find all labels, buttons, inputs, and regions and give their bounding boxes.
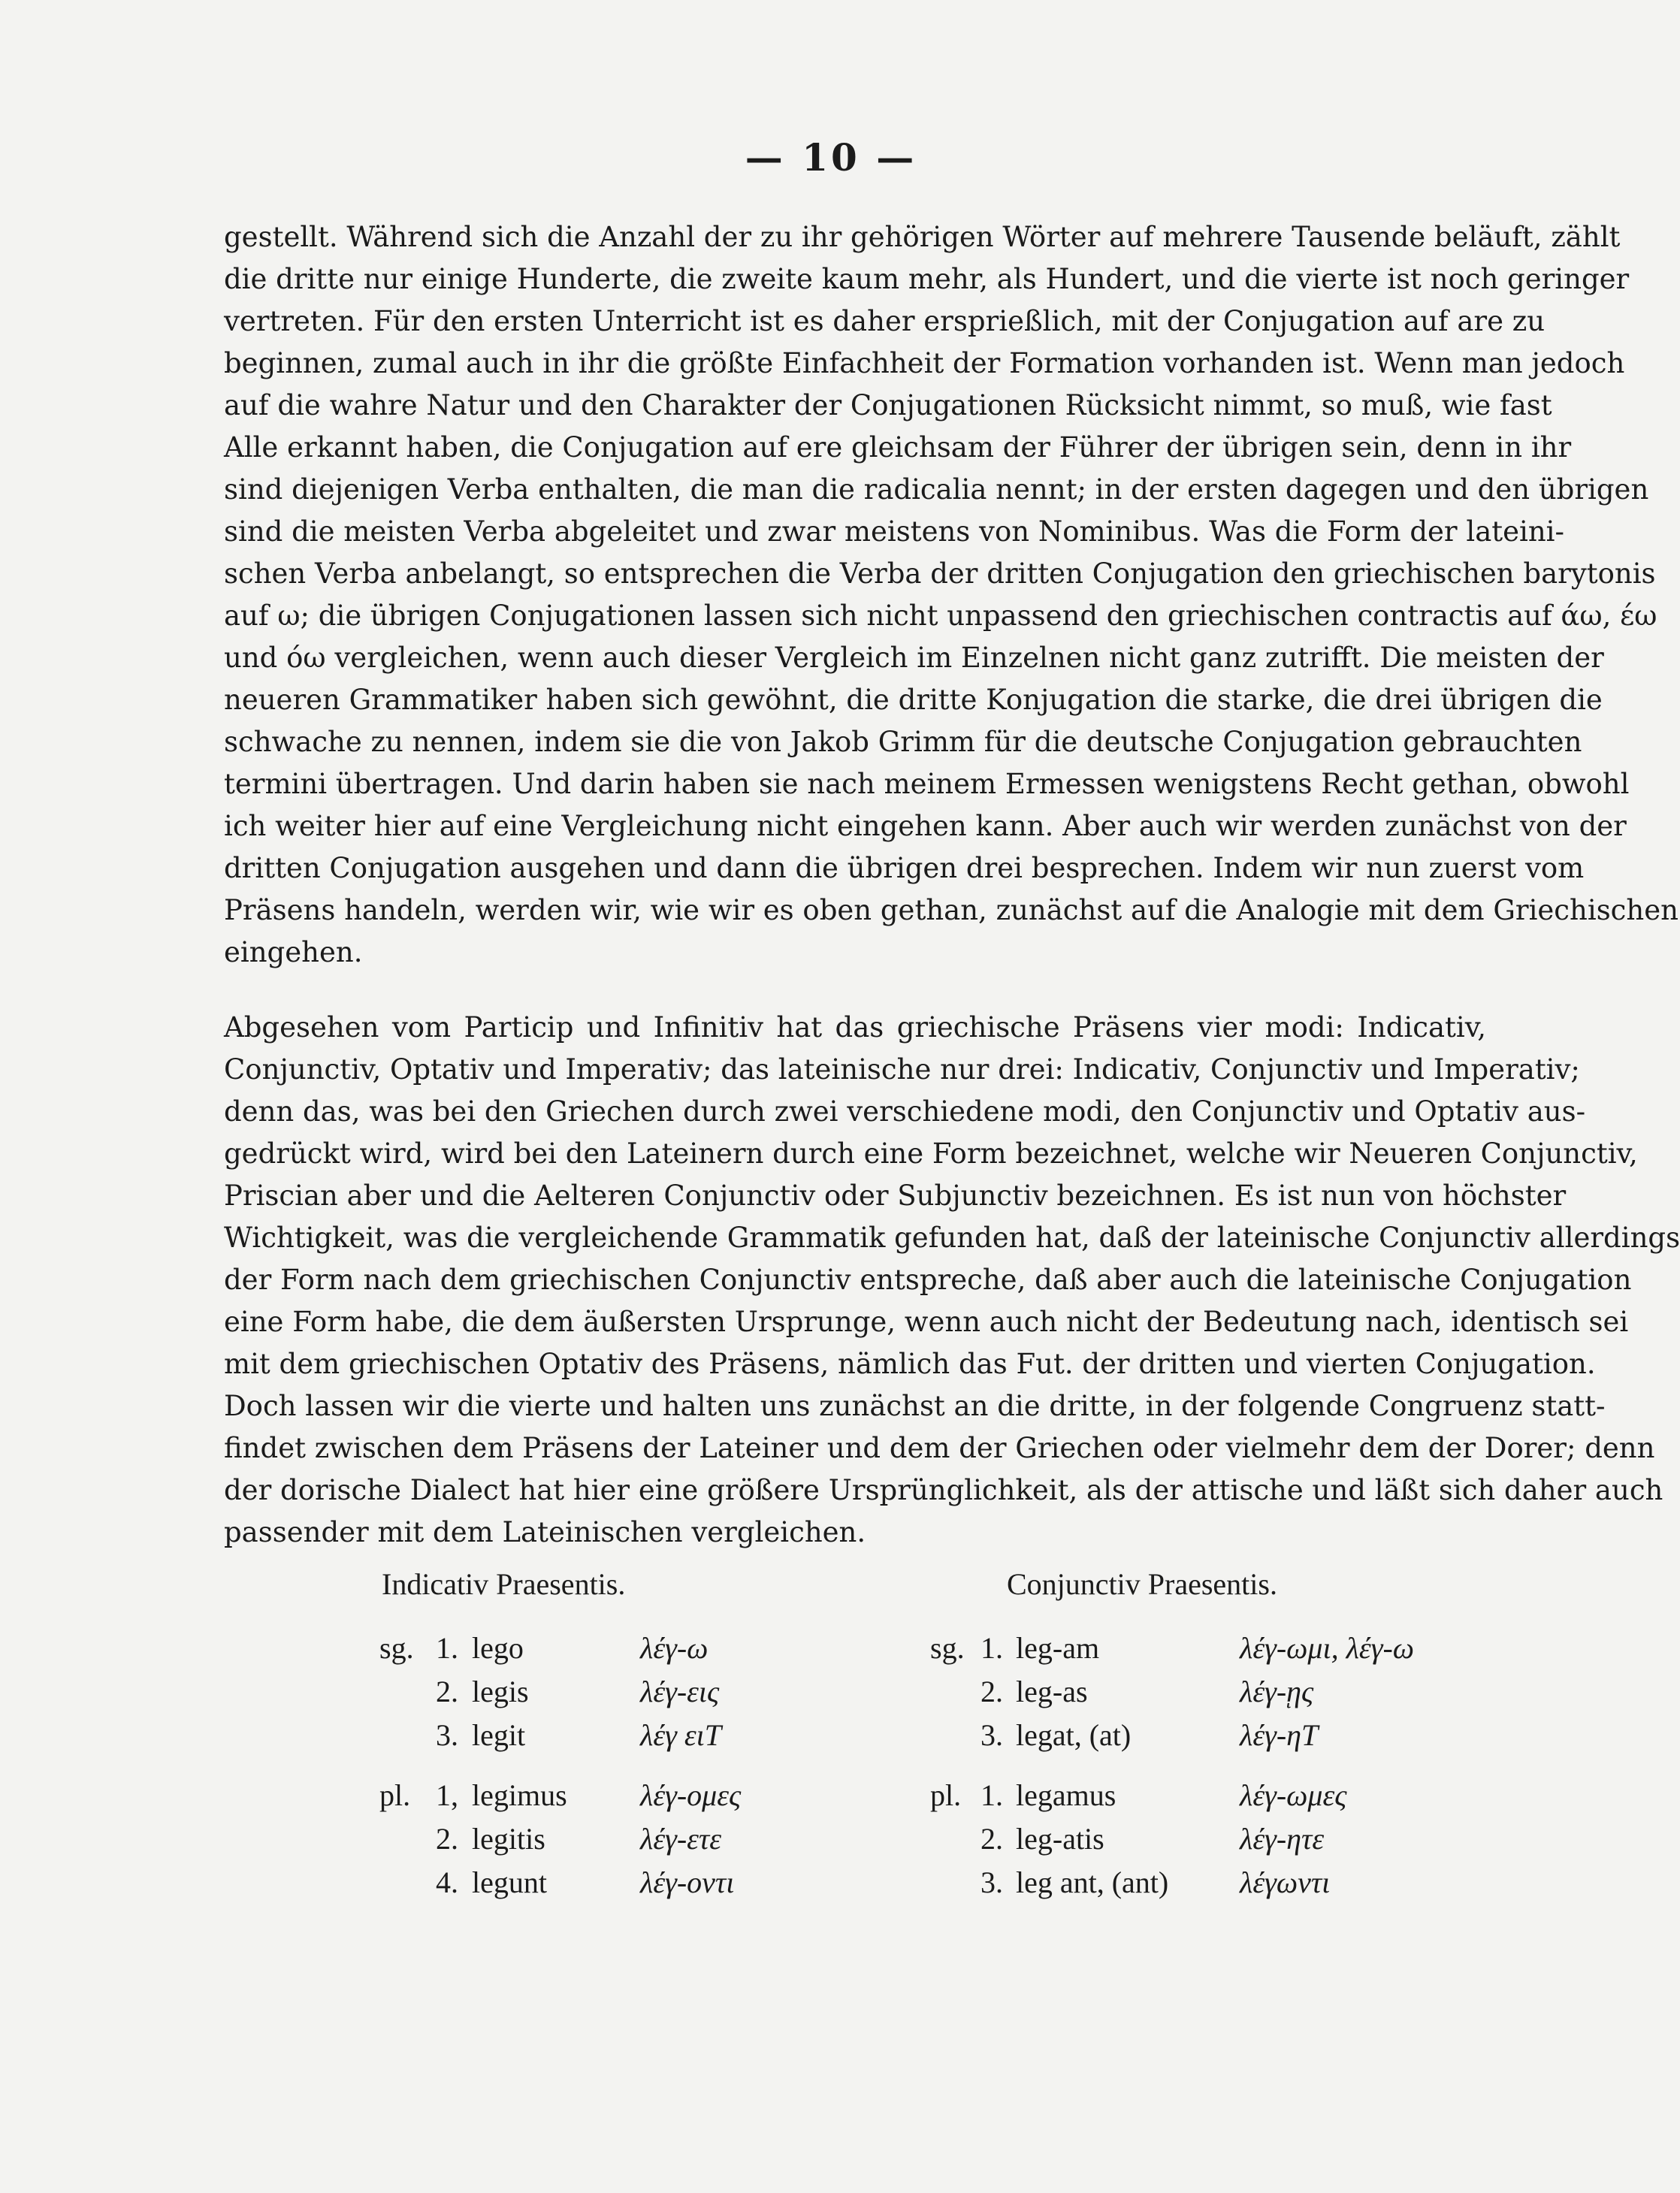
greek-form: λέγ-ομες [640,1778,742,1812]
latin-form: legat, (at) [1016,1718,1132,1752]
text-line: dritten Conjugation ausgehen und dann die übrigen drei besprechen. Indem wir nun zuerst vom [224,852,1585,884]
text-line: auf die wahre Natur und den Charakter der Conjugationen Rücksicht nimmt, so muß, wie fast [224,389,1552,421]
paragraph-2 [224,1007,1680,1554]
row-person: 1, [436,1778,458,1812]
greek-form: λέγ-ω [640,1631,709,1665]
text-line: Conjunctiv, Optativ und Imperativ; das lateinische nur drei: Indicativ, Conjunctiv und Imperativ; [224,1053,1580,1086]
conjugation-tables [0,1566,1662,1920]
text-line: der Form nach dem griechischen Conjunctiv entspreche, daß aber auch die lateinische Conjugation [224,1264,1632,1296]
greek-form: λέγ-οντι [640,1865,735,1899]
greek-form: λέγ-ωμες [1240,1778,1347,1812]
text-line: Präsens handeln, werden wir, wie wir es oben gethan, zunächst auf die Analogie mit dem Griechischen [224,894,1678,926]
text-line: sind diejenigen Verba enthalten, die man die radicalia nennt; in der ersten dagegen und den übrigen [224,473,1649,506]
latin-form: legitis [472,1822,545,1856]
paragraph-1 [224,216,1678,974]
row-person: 2. [436,1675,458,1708]
latin-form: legimus [472,1778,567,1812]
row-number-label: pl. [379,1778,411,1812]
greek-form: λέγ-ῃς [1240,1675,1314,1708]
row-number-label: pl. [930,1778,962,1812]
latin-form: leg ant, (ant) [1016,1865,1169,1899]
text-line: beginnen, zumal auch in ihr die größte Einfachheit der Formation vorhanden ist. Wenn man jedoch [224,347,1625,379]
row-number-label: sg. [930,1631,965,1665]
text-line: sind die meisten Verba abgeleitet und zwar meistens von Nominibus. Was die Form der lateini- [224,515,1565,548]
latin-form: lego [472,1631,524,1665]
row-number-label: sg. [379,1631,414,1665]
text-line: auf ω; die übrigen Conjugationen lassen sich nicht unpassend den griechischen contractis auf άω, έω [224,600,1657,632]
latin-form: legis [472,1675,529,1708]
greek-form: λέγ ειΤ [640,1718,721,1752]
text-line: denn das, was bei den Griechen durch zwei verschiedene modi, den Conjunctiv und Optativ aus- [224,1095,1586,1128]
text-line: neueren Grammatiker haben sich gewöhnt, die dritte Konjugation die starke, die drei übrigen die [224,684,1603,716]
text-line: passender mit dem Lateinischen vergleichen. [224,1516,866,1548]
greek-form: λέγ-εις [640,1675,720,1708]
text-line: termini übertragen. Und darin haben sie nach meinem Ermessen wenigstens Recht gethan, obwohl [224,768,1630,800]
text-line: findet zwischen dem Präsens der Lateiner und dem der Griechen oder vielmehr dem der Dorer; denn [224,1432,1655,1464]
greek-form: λέγωντι [1240,1865,1331,1899]
row-person: 3. [436,1718,458,1752]
latin-form: legunt [472,1865,547,1899]
latin-form: leg-as [1016,1675,1088,1708]
row-person: 1. [436,1631,458,1665]
row-person: 2. [981,1822,1003,1856]
row-person: 3. [981,1865,1003,1899]
indicativ-title: Indicativ Praesentis. [382,1567,626,1601]
text-line: Priscian aber und die Aelteren Conjunctiv oder Subjunctiv bezeichnen. Es ist nun von höchster [224,1180,1567,1212]
text-line: und όω vergleichen, wenn auch dieser Vergleich im Einzelnen nicht ganz zutrifft. Die meisten der [224,642,1604,674]
text-line: Alle erkannt haben, die Conjugation auf ere gleichsam der Führer der übrigen sein, denn in ihr [224,431,1572,464]
latin-form: leg-atis [1016,1822,1104,1856]
row-person: 1. [981,1631,1003,1665]
row-person: 1. [981,1778,1003,1812]
text-line: schen Verba anbelangt, so entsprechen die Verba der dritten Conjugation den griechischen barytonis [224,557,1656,590]
conjunctiv-title: Conjunctiv Praesentis. [1007,1567,1277,1601]
latin-form: leg-am [1016,1631,1100,1665]
greek-form: λέγ-ωμι, λέγ-ω [1240,1631,1415,1665]
text-line: eine Form habe, die dem äußersten Ursprunge, wenn auch nicht der Bedeutung nach, identisch sei [224,1306,1629,1338]
text-line: eingehen. [224,936,363,968]
greek-form: λέγ-ηΤ [1240,1718,1319,1752]
row-person: 2. [436,1822,458,1856]
row-person: 4. [436,1865,458,1899]
text-line: Wichtigkeit, was die vergleichende Grammatik gefunden hat, daß der lateinische Conjunctiv allerdings [224,1222,1680,1254]
text-line: der dorische Dialect hat hier eine größere Ursprünglichkeit, als der attische und läßt sich daher auch [224,1474,1663,1506]
text-line: ich weiter hier auf eine Vergleichung nicht eingehen kann. Aber auch wir werden zunächst von der [224,810,1627,842]
text-line: gestellt. Während sich die Anzahl der zu ihr gehörigen Wörter auf mehrere Tausende beläuft, zählt [224,221,1621,253]
row-person: 2. [981,1675,1003,1708]
text-line: vertreten. Für den ersten Unterricht ist es daher ersprießlich, mit der Conjugation auf are zu [224,305,1546,337]
text-line: Abgesehen vom Particip und Infinitiv hat das griechische Präsens vier modi: Indicativ, [224,1011,1486,1044]
latin-form: legamus [1016,1778,1116,1812]
greek-form: λέγ-ητε [1240,1822,1325,1856]
text-line: gedrückt wird, wird bei den Lateinern durch eine Form bezeichnet, welche wir Neueren Conjunctiv, [224,1137,1638,1170]
text-line: Doch lassen wir die vierte und halten uns zunächst an die dritte, in der folgende Congruenz statt- [224,1390,1606,1422]
latin-form: legit [472,1718,526,1752]
text-line: die dritte nur einige Hunderte, die zweite kaum mehr, als Hundert, und die vierte ist noch geringer [224,263,1630,295]
page-number: — 10 — [745,135,917,180]
row-person: 3. [981,1718,1003,1752]
text-line: mit dem griechischen Optativ des Präsens, nämlich das Fut. der dritten und vierten Conjugation. [224,1348,1596,1380]
text-line: schwache zu nennen, indem sie die von Jakob Grimm für die deutsche Conjugation gebrauchten [224,726,1582,758]
greek-form: λέγ-ετε [640,1822,722,1856]
